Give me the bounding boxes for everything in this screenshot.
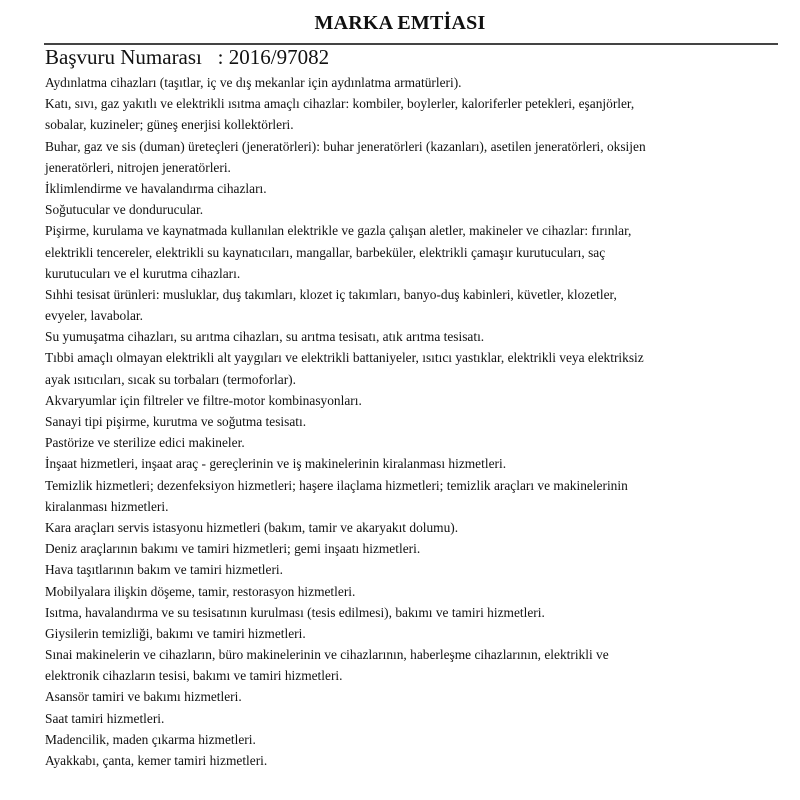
list-line: ayak ısıtıcıları, sıcak su torbaları (termoforlar).	[45, 371, 296, 387]
list-line: jeneratörleri, nitrojen jeneratörleri.	[45, 159, 231, 175]
document-title: MARKA EMTİASI	[314, 12, 486, 34]
list-line: Pastörize ve sterilize edici makineler.	[45, 435, 245, 451]
list-line: Soğutucular ve dondurucular.	[45, 202, 204, 218]
list-line: evyeler, lavabolar.	[45, 308, 143, 324]
list-line: kurutucuları ve el kurutma cihazları.	[45, 265, 241, 281]
list-line: Mobilyalara ilişkin döşeme, tamir, restorasyon hizmetleri.	[45, 583, 356, 599]
list-line: Giysilerin temizliği, bakımı ve tamiri hizmetleri.	[45, 625, 306, 641]
application-number: 2016/97082	[228, 45, 330, 69]
list-line: Aydınlatma cihazları (taşıtlar, iç ve dış mekanlar için aydınlatma armatürleri).	[45, 75, 462, 90]
list-line: Saat tamiri hizmetleri.	[45, 710, 165, 726]
list-line: İnşaat hizmetleri, inşaat araç - gereçlerinin ve iş makinelerinin kiralanması hizmetleri.	[45, 456, 507, 472]
list-line: elektronik cihazların tesisi, bakımı ve tamiri hizmetleri.	[45, 668, 343, 684]
list-line: Ayakkabı, çanta, kemer tamiri hizmetleri.	[45, 753, 268, 768]
list-line: sobalar, kuzineler; güneş enerjisi kollektörleri.	[45, 117, 294, 133]
application-number-row	[45, 45, 329, 70]
application-separator: :	[217, 45, 224, 69]
list-line: Sıhhi tesisat ürünleri: musluklar, duş takımları, klozet iç takımları, banyo-duş kabinleri, küvetler, klozetler,	[45, 286, 617, 302]
list-line: Sınai makinelerin ve cihazların, büro makinelerinin ve cihazlarının, haberleşme cihazlarının, elektrikli ve	[45, 647, 609, 663]
goods-services-list	[45, 72, 785, 771]
list-line: kiralanması hizmetleri.	[45, 498, 169, 514]
list-line: Isıtma, havalandırma ve su tesisatının kurulması (tesis edilmesi), bakımı ve tamiri hizmetleri.	[45, 604, 545, 620]
list-line: Tıbbi amaçlı olmayan elektrikli alt yaygıları ve elektrikli battaniyeler, ısıtıcı yastıklar, elektrikli veya elektriksiz	[45, 350, 644, 366]
list-line: Buhar, gaz ve sis (duman) üreteçleri (jeneratörleri): buhar jeneratörleri (kazanları), asetilen jeneratörleri, oksijen	[45, 138, 646, 154]
list-line: İklimlendirme ve havalandırma cihazları.	[45, 180, 267, 196]
application-label: Başvuru Numarası	[45, 45, 202, 69]
list-line: Deniz araçlarının bakımı ve tamiri hizmetleri; gemi inşaatı hizmetleri.	[45, 541, 421, 557]
list-line: elektrikli tencereler, elektrikli su kaynatıcıları, mangallar, barbeküler, elektrikli çamaşır kurutucuları, saç	[45, 244, 606, 260]
list-line: Temizlik hizmetleri; dezenfeksiyon hizmetleri; haşere ilaçlama hizmetleri; temizlik araçları ve makinelerinin	[45, 477, 628, 493]
list-line: Katı, sıvı, gaz yakıtlı ve elektrikli ısıtma amaçlı cihazlar: kombiler, boylerler, kaloriferler petekleri, eşanjörler,	[45, 96, 635, 112]
list-line: Akvaryumlar için filtreler ve filtre-motor kombinasyonları.	[45, 392, 362, 408]
list-line: Pişirme, kurulama ve kaynatmada kullanılan elektrikle ve gazla çalışan aletler, makineler ve cihazlar: fırınlar,	[45, 223, 632, 239]
list-line: Hava taşıtlarının bakım ve tamiri hizmetleri.	[45, 562, 283, 578]
list-line: Asansör tamiri ve bakımı hizmetleri.	[45, 689, 242, 705]
list-line: Sanayi tipi pişirme, kurutma ve soğutma tesisatı.	[45, 414, 307, 429]
list-line: Su yumuşatma cihazları, su arıtma cihazları, su arıtma tesisatı, atık arıtma tesisatı.	[45, 329, 485, 345]
list-line: Kara araçları servis istasyonu hizmetleri (bakım, tamir ve akaryakıt dolumu).	[45, 519, 459, 535]
list-line: Madencilik, maden çıkarma hizmetleri.	[45, 731, 256, 747]
